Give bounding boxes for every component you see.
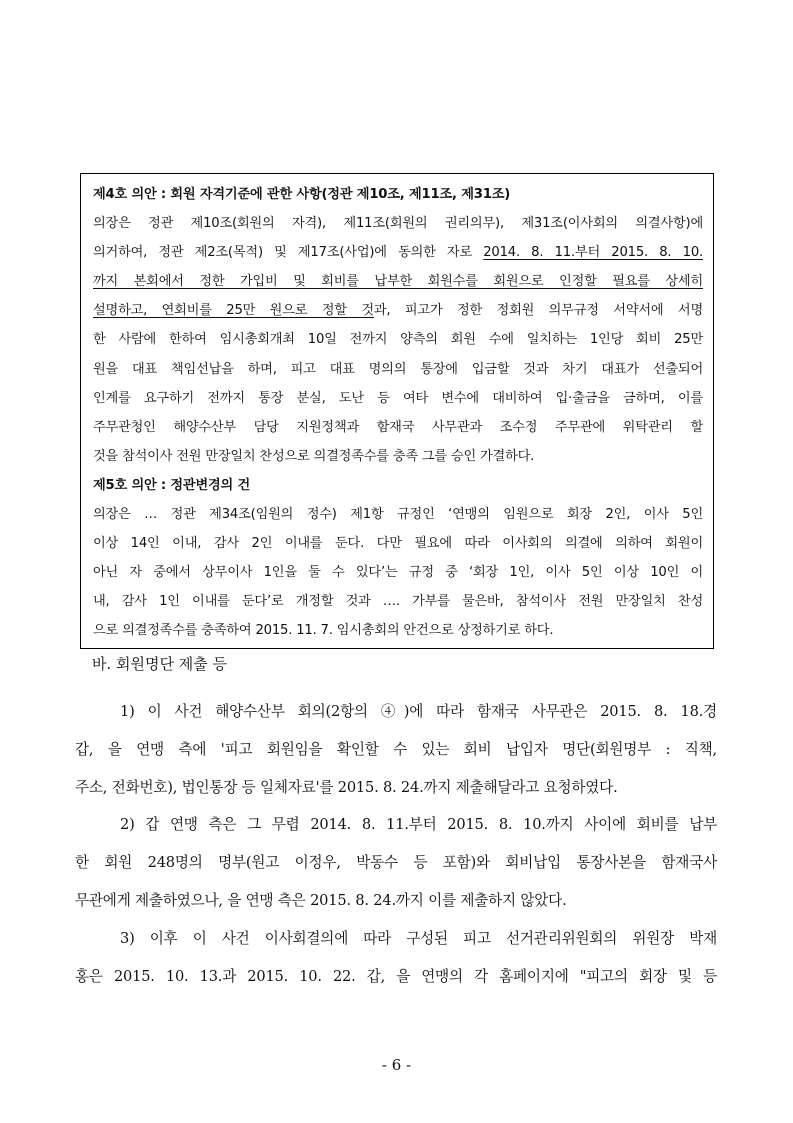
paragraph-line: 홍은 2015. 10. 13.과 2015. 10. 22. 갑, 을 연맹의 각 홈페이지에 "피고의 회장 및 등 [75, 967, 717, 985]
item4-line: 인계를 요구하기 전까지 통장 분실, 도난 등 여타 변수에 대비하여 입·출금을 금하며, 이를 [93, 390, 703, 406]
item4-line-text: 의거하여, 정관 제2조(목적) 및 제17조(사업)에 동의한 자로 [93, 245, 484, 261]
underlined-text: 2014. 8. 11.부터 2015. 8. 10. [483, 245, 703, 261]
underlined-text: 까지 본회에서 정한 가입비 및 회비를 납부한 회원수를 회원으로 인정할 필요를 상세히 [93, 274, 703, 290]
item4-line [93, 238, 703, 267]
paragraph-line: 2) 갑 연맹 측은 그 무렵 2014. 8. 11.부터 2015. 8. 10.까지 사이에 회비를 납부 [120, 816, 717, 834]
item4-line [93, 267, 703, 296]
paragraph-line: 3) 이후 이 사건 이사회결의에 따라 구성된 피고 선거관리위원회의 위원장 박재 [120, 929, 717, 947]
paragraph-line: 한 회원 248명의 명부(원고 이정우, 박동수 등 포함)와 회비납입 통장사본을 함재국사 [75, 854, 717, 872]
section-title: 바. 회원명단 제출 등 [92, 655, 227, 673]
paragraph-line: 주소, 전화번호), 법인통장 등 일체자료'를 2015. 8. 24.까지 제출해달라고 요청하였다. [75, 778, 618, 796]
resolution-box [80, 173, 714, 649]
item4-line: 것을 참석이사 전원 만장일치 찬성으로 의결정족수를 충족 그를 승인 가결하다. [93, 448, 535, 464]
paragraph-line: 갑, 을 연맹 측에 '피고 회원임을 확인할 수 있는 회비 납입자 명단(회원명부 : 직책, [75, 740, 717, 758]
item5-line: 으로 의결정족수를 충족하여 2015. 11. 7. 임시총회의 안건으로 상정하기로 하다. [93, 623, 554, 639]
item4-line: 의장은 정관 제10조(회원의 자격), 제11조(회원의 권리의무), 제31조(이사회의 의결사항)에 [93, 216, 703, 232]
item5-title: 제5호 의안 : 정관변경의 건 [93, 477, 251, 493]
page-number: - 6 - [381, 1056, 412, 1074]
item4-title: 제4호 의안 : 회원 자격기준에 관한 사항(정관 제10조, 제11조, 제31조) [93, 187, 511, 202]
item5-line: 이상 14인 이내, 감사 2인 이내를 둔다. 다만 필요에 따라 이사회의 의결에 의하여 회원이 [93, 536, 703, 552]
item5-line: 내, 감사 1인 이내를 둔다’로 개정할 것과 …. 가부를 물은바, 참석이사 전원 만장일치 찬성 [93, 594, 703, 610]
body-text [75, 693, 717, 995]
item4-line: 원을 대표 책임선납을 하며, 피고 대표 명의의 통장에 입금할 것과 차기 대표가 선출되어 [93, 361, 703, 377]
paragraph-line: 1) 이 사건 해양수산부 회의(2항의 ④)에 따라 함재국 사무관은 2015. 8. 18.경 [120, 703, 717, 720]
item4-line: 한 사람에 한하여 임시총회개최 10일 전까지 양측의 회원 수에 일치하는 1인당 회비 25만 [93, 332, 703, 348]
item4-line [93, 296, 703, 325]
item4-line: 주무관청인 해양수산부 담당 지원정책과 함재국 사무관과 조수정 주무관에 위탁관리 할 [93, 419, 703, 435]
underlined-text: 설명하고, 연회비를 25만 원으로 정할 것 [93, 303, 374, 319]
item4-line-text: 과, 피고가 정한 정회원 의무규정 서약서에 서명 [373, 303, 704, 319]
paragraph-line: 무관에게 제출하였으나, 을 연맹 측은 2015. 8. 24.까지 이를 제출하지 않았다. [75, 891, 567, 909]
item5-line: 아닌 자 중에서 상무이사 1인을 둘 수 있다’는 규정 중 ‘회장 1인, 이사 5인 이상 10인 이 [93, 565, 703, 581]
item5-line: 의장은 … 정관 제34조(임원의 정수) 제1항 규정인 ‘연맹의 임원으로 회장 2인, 이사 5인 [93, 507, 703, 523]
